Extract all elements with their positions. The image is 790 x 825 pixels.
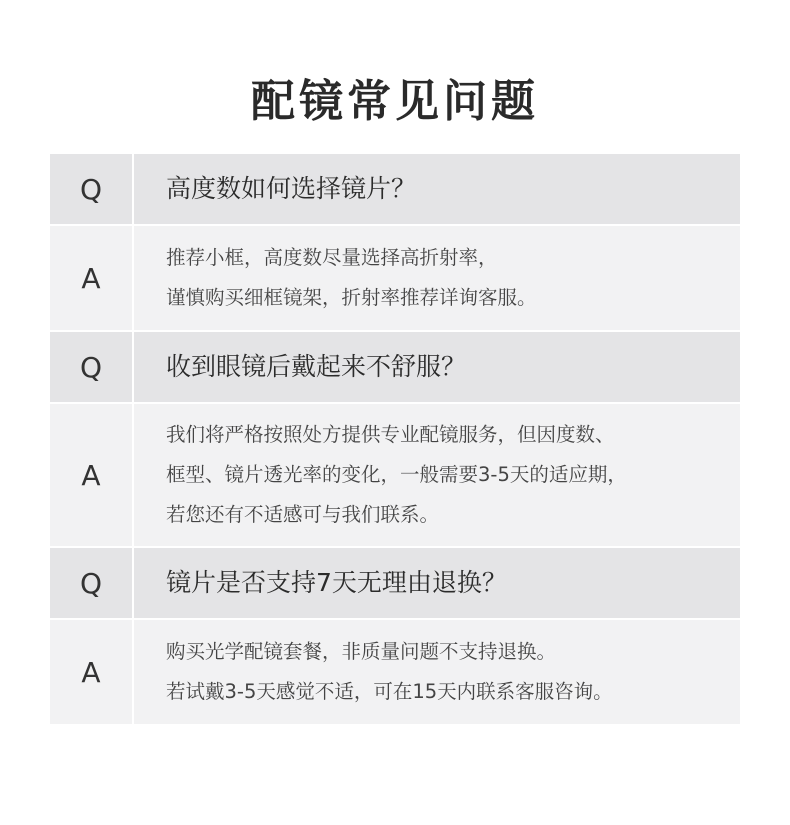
faq-answer-row — [50, 226, 740, 330]
answer-marker: A — [50, 620, 132, 724]
answer-line: 推荐小框，高度数尽量选择高折射率， — [166, 246, 498, 269]
answer-marker: A — [50, 404, 132, 546]
answer-line: 若您还有不适感可与我们联系。 — [166, 503, 440, 526]
faq-question-row — [50, 154, 740, 224]
answer-cell — [134, 226, 740, 330]
question-text: 收到眼镜后戴起来不舒服？ — [166, 352, 467, 381]
answer-line: 谨慎购买细框镜架，折射率推荐详询客服。 — [166, 286, 537, 309]
answer-cell — [134, 404, 740, 546]
faq-answer-row — [50, 620, 740, 724]
faq-question-row — [50, 548, 740, 618]
answer-line: 我们将严格按照处方提供专业配镜服务，但因度数、 — [166, 423, 615, 446]
question-text: 高度数如何选择镜片？ — [166, 174, 417, 203]
answer-line: 若试戴3-5天感觉不适，可在15天内联系客服咨询。 — [166, 680, 613, 703]
faq-table — [50, 154, 740, 726]
answer-line: 购买光学配镜套餐，非质量问题不支持退换。 — [166, 640, 557, 663]
faq-answer-row — [50, 404, 740, 546]
question-cell — [134, 154, 740, 224]
question-marker: Q — [50, 548, 132, 618]
question-cell — [134, 332, 740, 402]
faq-question-row — [50, 332, 740, 402]
page-title: 配镜常见问题 — [251, 76, 539, 127]
question-text: 镜片是否支持7天无理由退换？ — [166, 568, 507, 597]
answer-marker: A — [50, 226, 132, 330]
question-marker: Q — [50, 154, 132, 224]
answer-cell — [134, 620, 740, 724]
answer-line: 框型、镜片透光率的变化，一般需要3-5天的适应期， — [166, 463, 627, 486]
question-marker: Q — [50, 332, 132, 402]
question-cell — [134, 548, 740, 618]
